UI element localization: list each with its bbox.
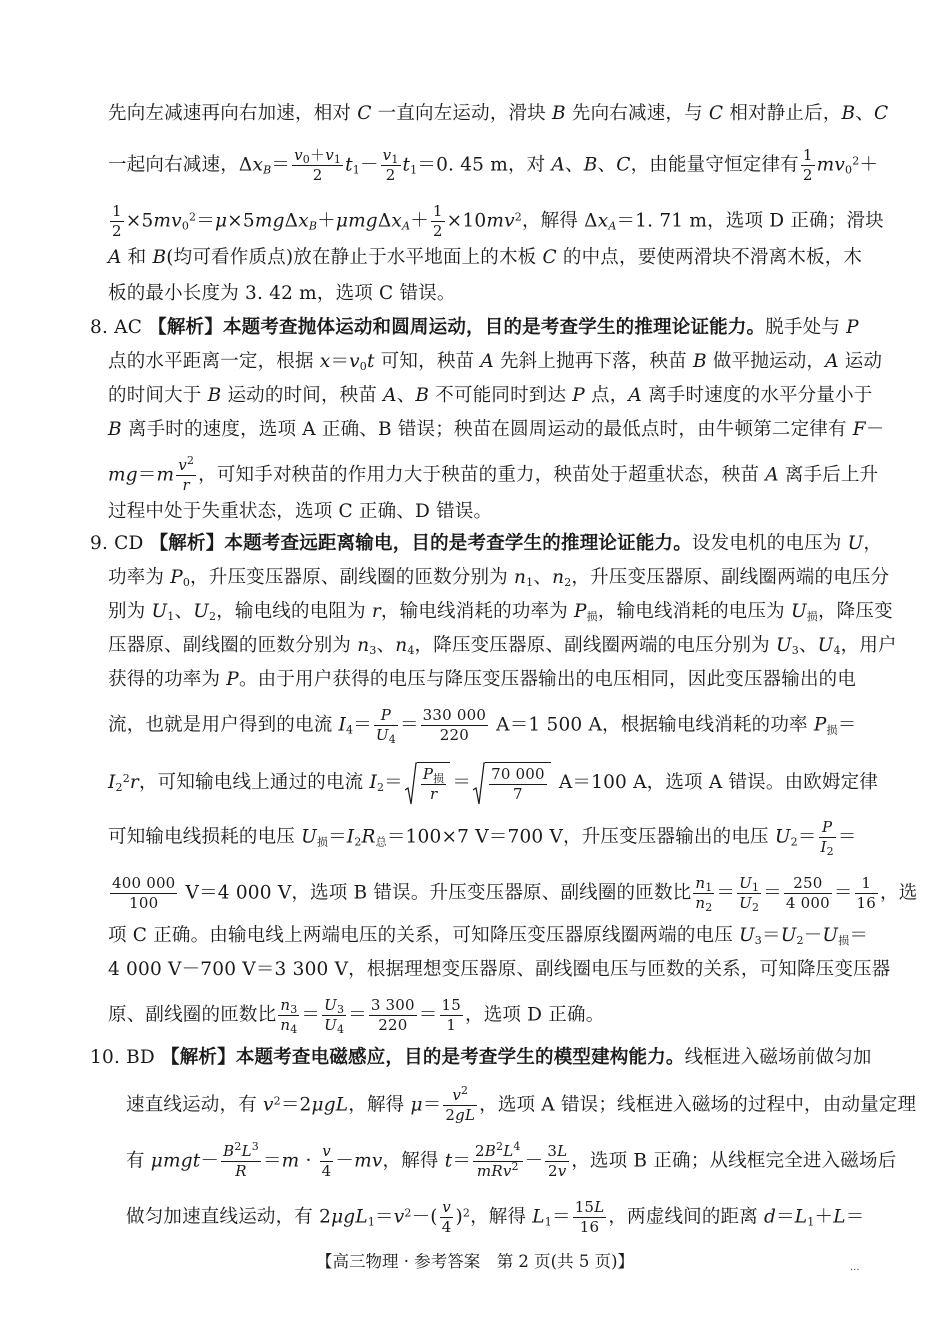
text-line-19: $\frac{400 000}{100}$ V＝4 000 V，选项 B 错误。升压变压器原、副线圈的匝数比 $\frac{n_1}{n_2}$ ＝ $\frac{U_1}{U_2}$ ＝ $\frac{250}{4 000}$ ＝ $\frac{1}{16}$ ，选 xyxy=(112,874,918,914)
text-line-15: 获得的功率为 P。由于用户获得的电压与降压变压器输出的电压相同，因此变压器输出的电 xyxy=(108,669,857,690)
text-line-9: mg＝m $\frac{v^2}{r}$ ，可知手对秧苗的作用力大于秧苗的重力，秧苗处于超重状态，秧苗 A 离手后上升 xyxy=(108,454,879,494)
sqrt-icon xyxy=(473,762,485,806)
text-line-12: 功率为 $P_0$，升压变压器原、副线圈的匝数分别为 $n_1$、$n_2$，升压变压器原、副线圈两端的电压分 xyxy=(108,567,890,589)
page-footer: 【高三物理 · 参考答案 第 2 页(共 5 页)】 xyxy=(315,1252,635,1271)
text-line-1: 一起向右减速，$\Delta x_B=$ $\frac{v_0+v_1}{2}$ $t_1-$ $\frac{v_1}{2}$ $t_1=0$. 45 m，对 A、B、C，由能量守恒定律有 $\frac{1}{2}$ $mv_0^2+$ xyxy=(108,146,879,184)
text-line-4: 板的最小长度为 3. 42 m，选项 C 错误。 xyxy=(108,283,456,304)
text-line-20: 项 C 正确。由输电线上两端电压的关系，可知降压变压器原线圈两端的电压 $U_3=U_2-U_损=$ xyxy=(108,925,869,947)
text-line-7: 的时间大于 B 运动的时间，秧苗 A、B 不可能同时到达 P 点，A 离手时速度的水平分量小于 xyxy=(108,385,873,406)
text-line-16: 流，也就是用户得到的电流 $I_4=$ $\frac{P}{U_4}$ ＝ $\frac{330 000}{220}$ A＝1 500 A，根据输电线消耗的功率 $P_损=$ xyxy=(108,706,857,746)
text-line-24: 速直线运动，有 $v^2=2\mu gL$，解得 μ＝ $\frac{v^2}{2gL}$ ，选项 A 错误；线框进入磁场的过程中，由动量定理 xyxy=(126,1084,917,1124)
text-line-25: 有 μmgt－ $\frac{B^2L^3}{R}$ ＝m · $\frac{v}{4}$ －mv，解得 t＝ $\frac{2B^2L^4}{mRv^2}$ － $\frac{3L}{2v}$ ，选项 B 正确；从线框完全进入磁场后 xyxy=(126,1140,897,1180)
text-line-21: 4 000 V－700 V＝3 300 V，根据理想变压器原、副线圈电压与匝数的关系，可知降压变压器 xyxy=(108,959,891,980)
sqrt-icon xyxy=(405,762,417,806)
text-line-22: 原、副线圈的匝数比 $\frac{n_3}{n_4}$ ＝ $\frac{U_3}{U_4}$ ＝ $\frac{3 300}{220}$ ＝ $\frac{15}{1}$ ，选项 D 正确。 xyxy=(108,996,605,1036)
text-line-10: 过程中处于失重状态，选项 C 正确、D 错误。 xyxy=(108,501,493,522)
text-line-3: A 和 B(均可看作质点)放在静止于水平地面上的木板 C 的中点，要使两滑块不滑离木板，木 xyxy=(108,247,863,268)
text-line-0: 先向左减速再向右加速，相对 C 一直向左运动，滑块 B 先向右减速，与 C 相对静止后，B、C xyxy=(108,103,889,124)
text-line-18: 可知输电线损耗的电压 $U_损=I_2R_总=100\times 7$ V＝700 V，升压变压器输出的电压 $U_2=$ $\frac{P}{I_2}$ ＝ xyxy=(108,818,857,858)
text-line-13: 别为 $U_1$、$U_2$，输电线的电阻为 r，输电线消耗的功率为 $P_损$，输电线消耗的电压为 $U_损$，降压变 xyxy=(108,601,893,623)
text-line-14: 压器原、副线圈的匝数分别为 $n_3$、$n_4$，降压变压器原、副线圈两端的电压分别为 $U_3$、$U_4$，用户 xyxy=(108,635,897,657)
question-8-header: 8. AC 【解析】本题考查抛体运动和圆周运动，目的是考查学生的推理论证能力。脱手处与 P xyxy=(90,317,859,338)
text-line-2: $\frac{1}{2}$ $\times 5mv_0^2=\mu\times 5mg\Delta x_B+\mu mg\Delta x_A+$ $\frac{1}{2}$ $\times 10mv^2$，解得 $\Delta x_A=1$. 71 m，选项 D 正确；滑块 xyxy=(112,202,884,240)
question-9-header: 9. CD 【解析】本题考查远距离输电，目的是考查学生的推理论证能力。设发电机的电压为 U， xyxy=(90,533,883,554)
text-line-17: $I_2^2r$，可知输电线上通过的电流 $I_2=$ $\frac{P_损}{r}$ ＝ $\frac{70 000}{7}$ A＝100 A，选项 A 错误。由欧姆定律 xyxy=(108,762,878,804)
text-line-26: 做匀加速直线运动，有 $2\mu gL_1=v^2-$( $\frac{v}{4}$ )$^2$，解得 $L_1=$ $\frac{15L}{16}$ ，两虚线间的距离 $d=L_1+L=$ xyxy=(126,1198,865,1236)
text-line-6: 点的水平距离一定，根据 $x=v_0t$ 可知，秧苗 A 先斜上抛再下落，秧苗 B 做平抛运动，A 运动 xyxy=(108,351,883,373)
corner-mark: ... xyxy=(850,1262,860,1273)
question-10-header: 10. BD 【解析】本题考查电磁感应，目的是考查学生的模型建构能力。线框进入磁场前做匀加 xyxy=(90,1047,872,1068)
text-line-8: B 离手时的速度，选项 A 正确、B 错误；秧苗在圆周运动的最低点时，由牛顿第二定律有 F－ xyxy=(108,419,885,440)
